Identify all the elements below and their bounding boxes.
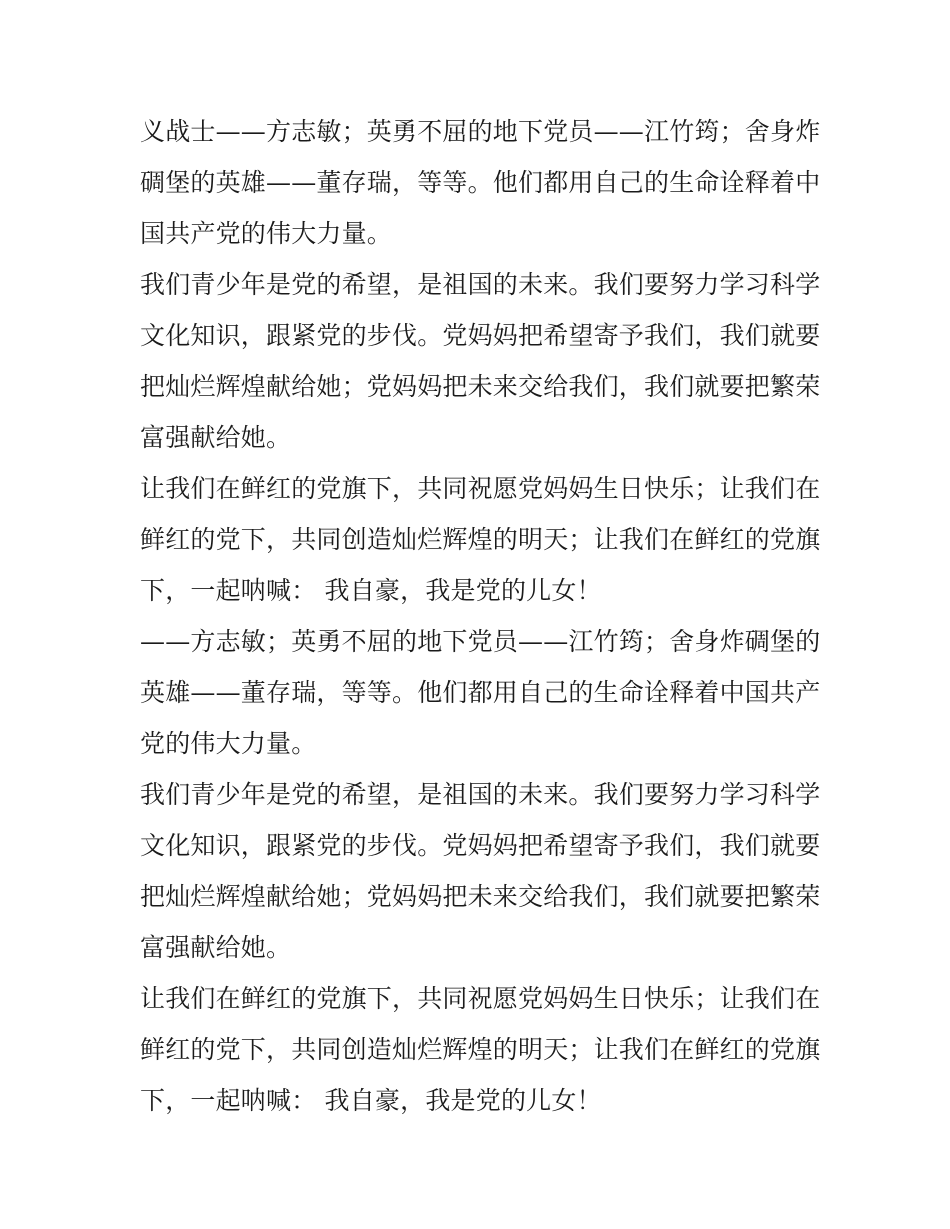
text-line: ——方志敏；英勇不屈的地下党员——江竹筠；舍身炸碉堡的 — [140, 627, 821, 656]
paragraph-2 — [140, 259, 820, 463]
text-line: 下，一起呐喊： 我自豪，我是党的儿女！ — [140, 576, 602, 605]
text-line: 把灿烂辉煌献给她；党妈妈把未来交给我们，我们就要把繁荣 — [140, 372, 821, 401]
paragraph-4 — [140, 616, 820, 769]
text-line: 党的伟大力量。 — [140, 729, 317, 758]
text-line: 把灿烂辉煌献给她；党妈妈把未来交给我们，我们就要把繁荣 — [140, 882, 821, 911]
text-line: 碉堡的英雄——董存瑞，等等。他们都用自己的生命诠释着中 — [140, 168, 821, 197]
text-line: 国共产党的伟大力量。 — [140, 219, 393, 248]
document-body — [140, 106, 820, 1126]
text-line: 我们青少年是党的希望，是祖国的未来。我们要努力学习科学 — [140, 270, 821, 299]
text-line: 让我们在鲜红的党旗下，共同祝愿党妈妈生日快乐；让我们在 — [140, 984, 821, 1013]
text-line: 下，一起呐喊： 我自豪，我是党的儿女！ — [140, 1086, 602, 1115]
text-line: 义战士——方志敏；英勇不屈的地下党员——江竹筠；舍身炸 — [140, 117, 821, 146]
text-line: 英雄——董存瑞，等等。他们都用自己的生命诠释着中国共产 — [140, 678, 821, 707]
text-line: 我们青少年是党的希望，是祖国的未来。我们要努力学习科学 — [140, 780, 821, 809]
text-line: 文化知识，跟紧党的步伐。党妈妈把希望寄予我们，我们就要 — [140, 831, 821, 860]
text-line: 富强献给她。 — [140, 933, 292, 962]
paragraph-6 — [140, 973, 820, 1126]
paragraph-5 — [140, 769, 820, 973]
paragraph-3 — [140, 463, 820, 616]
text-line: 让我们在鲜红的党旗下，共同祝愿党妈妈生日快乐；让我们在 — [140, 474, 821, 503]
paragraph-1 — [140, 106, 820, 259]
text-line: 文化知识，跟紧党的步伐。党妈妈把希望寄予我们，我们就要 — [140, 321, 821, 350]
text-line: 鲜红的党下，共同创造灿烂辉煌的明天；让我们在鲜红的党旗 — [140, 1035, 821, 1064]
text-line: 鲜红的党下，共同创造灿烂辉煌的明天；让我们在鲜红的党旗 — [140, 525, 821, 554]
text-line: 富强献给她。 — [140, 423, 292, 452]
